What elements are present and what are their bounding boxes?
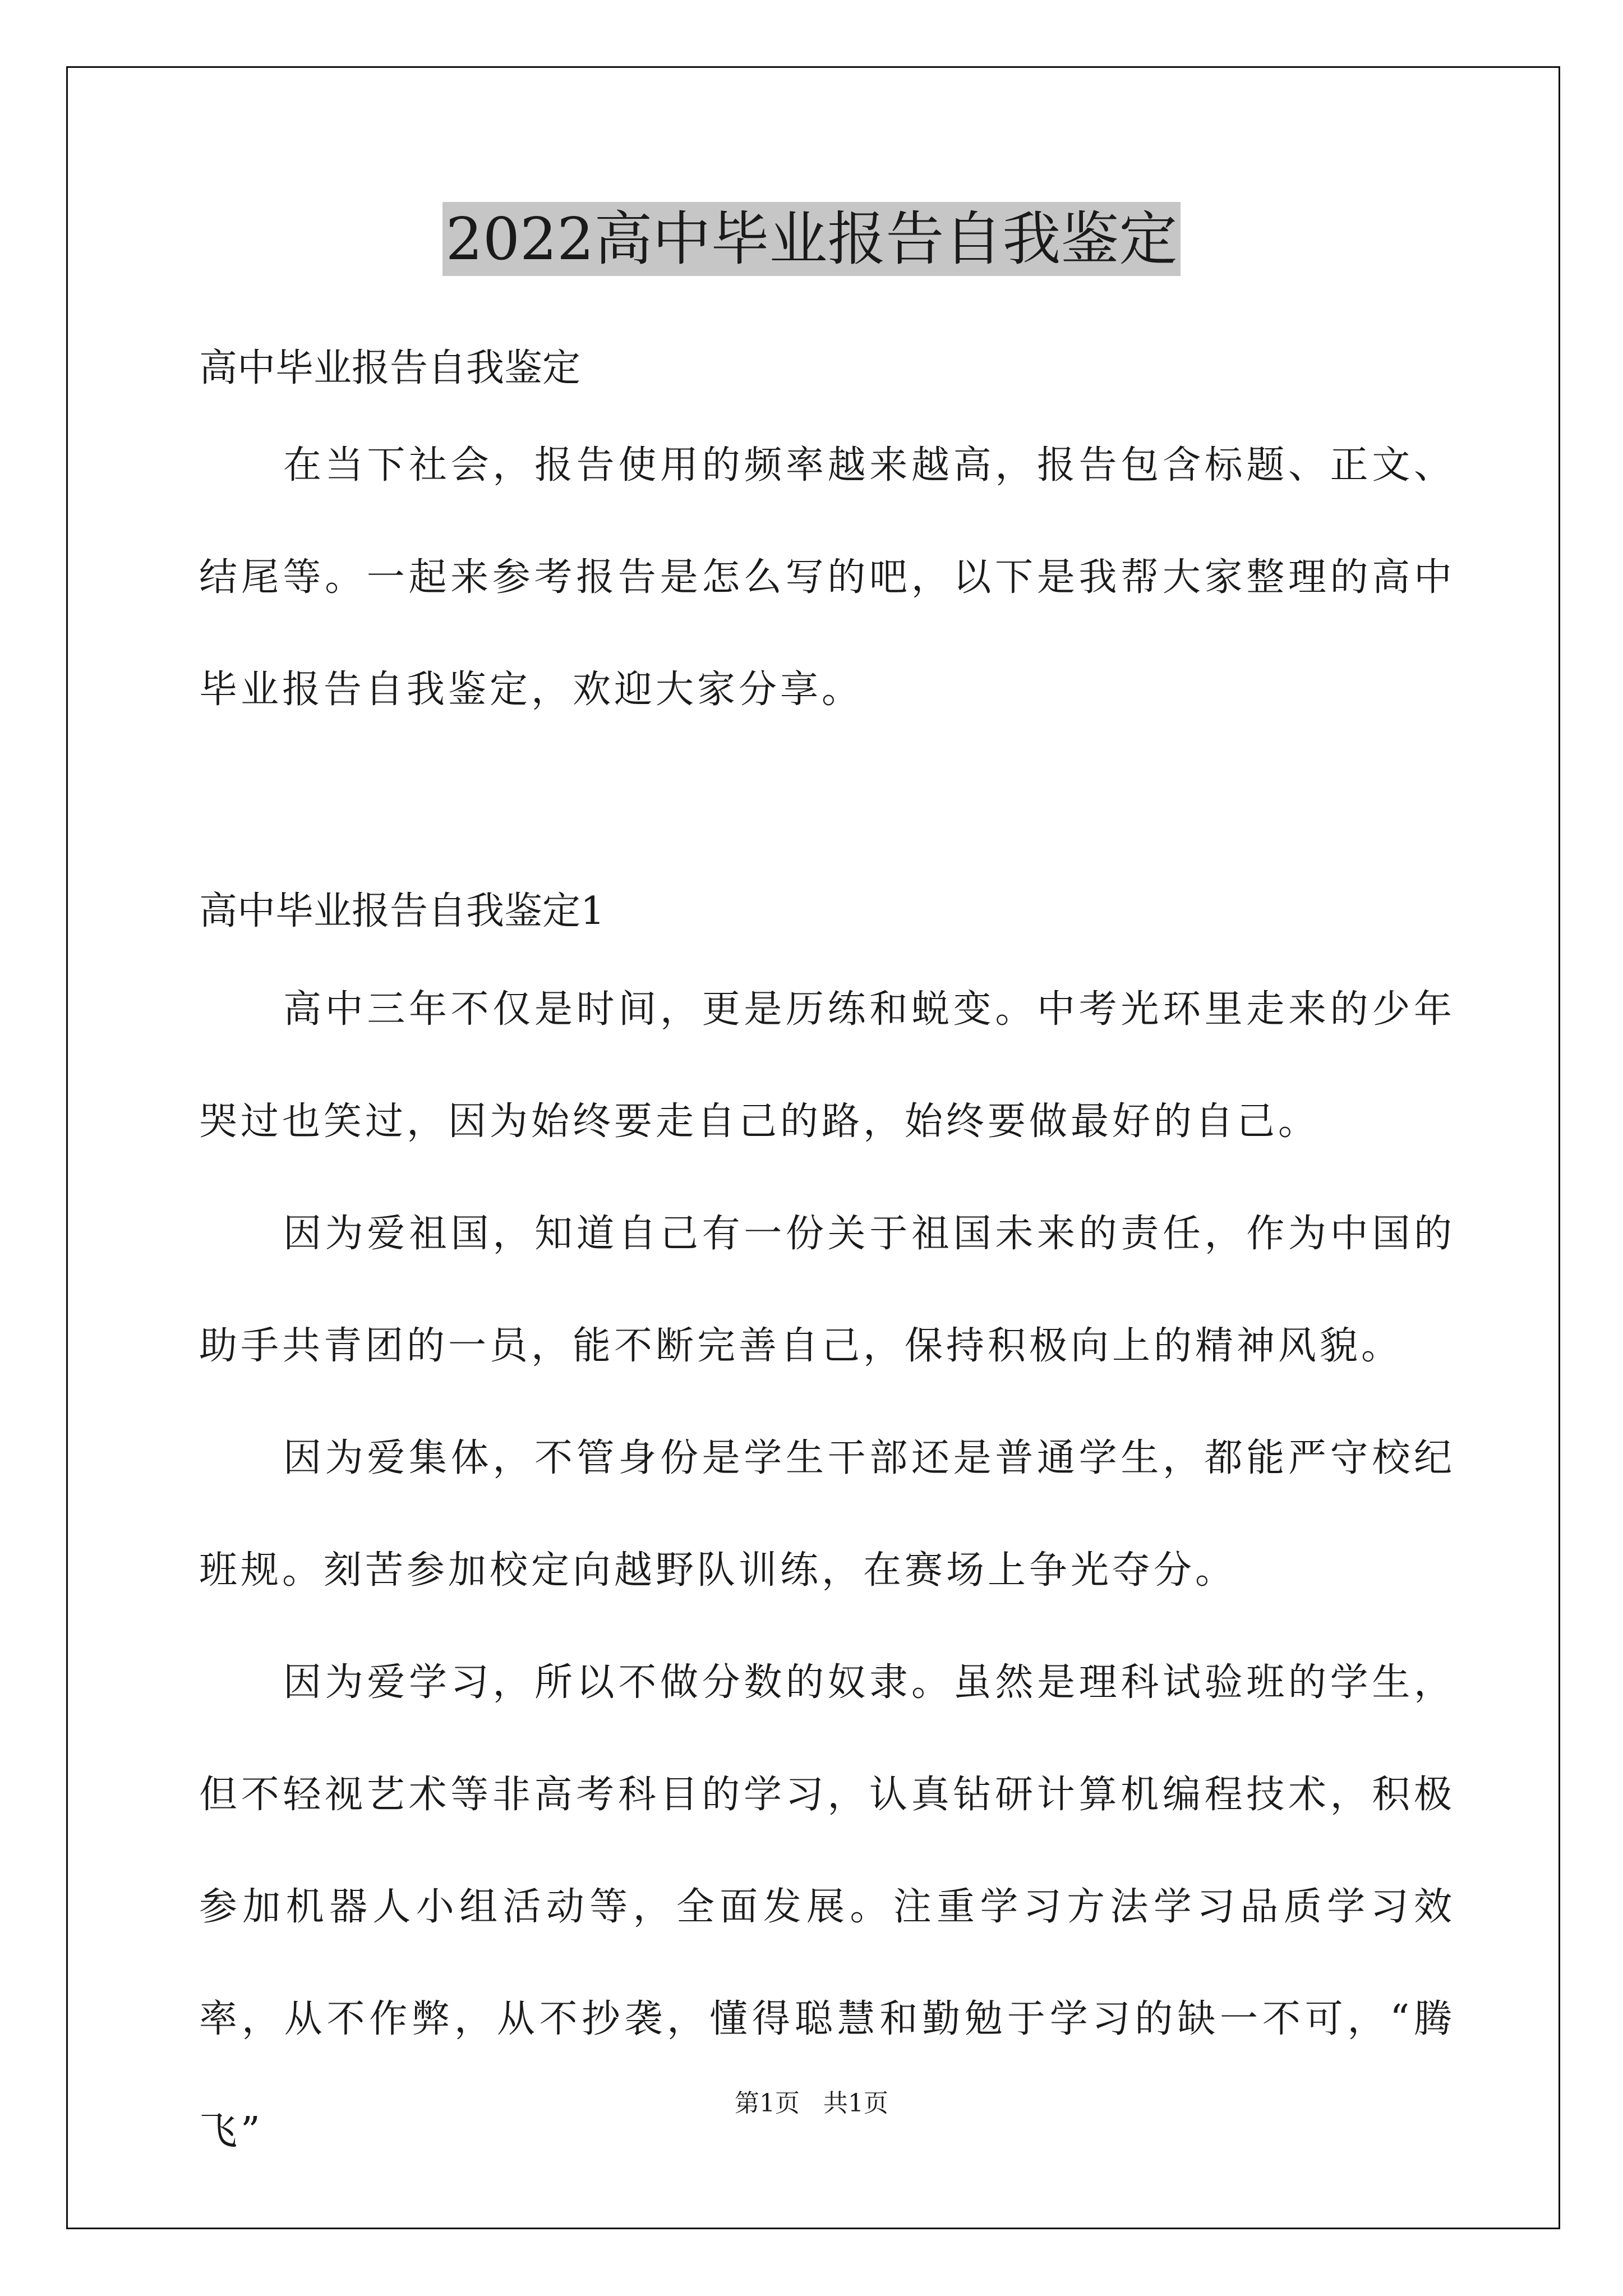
document-subtitle: 高中毕业报告自我鉴定 <box>199 346 581 390</box>
document-title: 2022高中毕业报告自我鉴定 <box>442 202 1181 276</box>
body-paragraph-4: 因为爱学习，所以不做分数的奴隶。虽然是理科试验班的学生，但不轻视艺术等非高考科目的学习，认真钻研计算机编程技术，积极参加机器人小组活动等，全面发展。注重学习方法学习品质学习效率，从不作弊，从不抄袭，懂得聪慧和勤勉于学习的缺一不可，“腾飞” <box>199 1660 1455 2154</box>
body-paragraph-2: 因为爱祖国，知道自己有一份关于祖国未来的责任，作为中国的助手共青团的一员，能不断完善自己，保持积极向上的精神风貌。 <box>199 1212 1455 1368</box>
body-paragraph-3: 因为爱集体，不管身份是学生干部还是普通学生，都能严守校纪班规。刻苦参加校定向越野队训练，在赛场上争光夺分。 <box>199 1436 1455 1593</box>
title-container <box>0 202 1623 276</box>
section-title: 高中毕业报告自我鉴定1 <box>199 889 605 933</box>
body-paragraph-1: 高中三年不仅是时间，更是历练和蜕变。中考光环里走来的少年哭过也笑过，因为始终要走自己的路，始终要做最好的自己。 <box>199 987 1455 1144</box>
intro-paragraph: 在当下社会，报告使用的频率越来越高，报告包含标题、正文、结尾等。一起来参考报告是怎么写的吧，以下是我帮大家整理的高中毕业报告自我鉴定，欢迎大家分享。 <box>199 443 1455 712</box>
page-footer: 第1页 共1页 <box>735 2089 888 2118</box>
